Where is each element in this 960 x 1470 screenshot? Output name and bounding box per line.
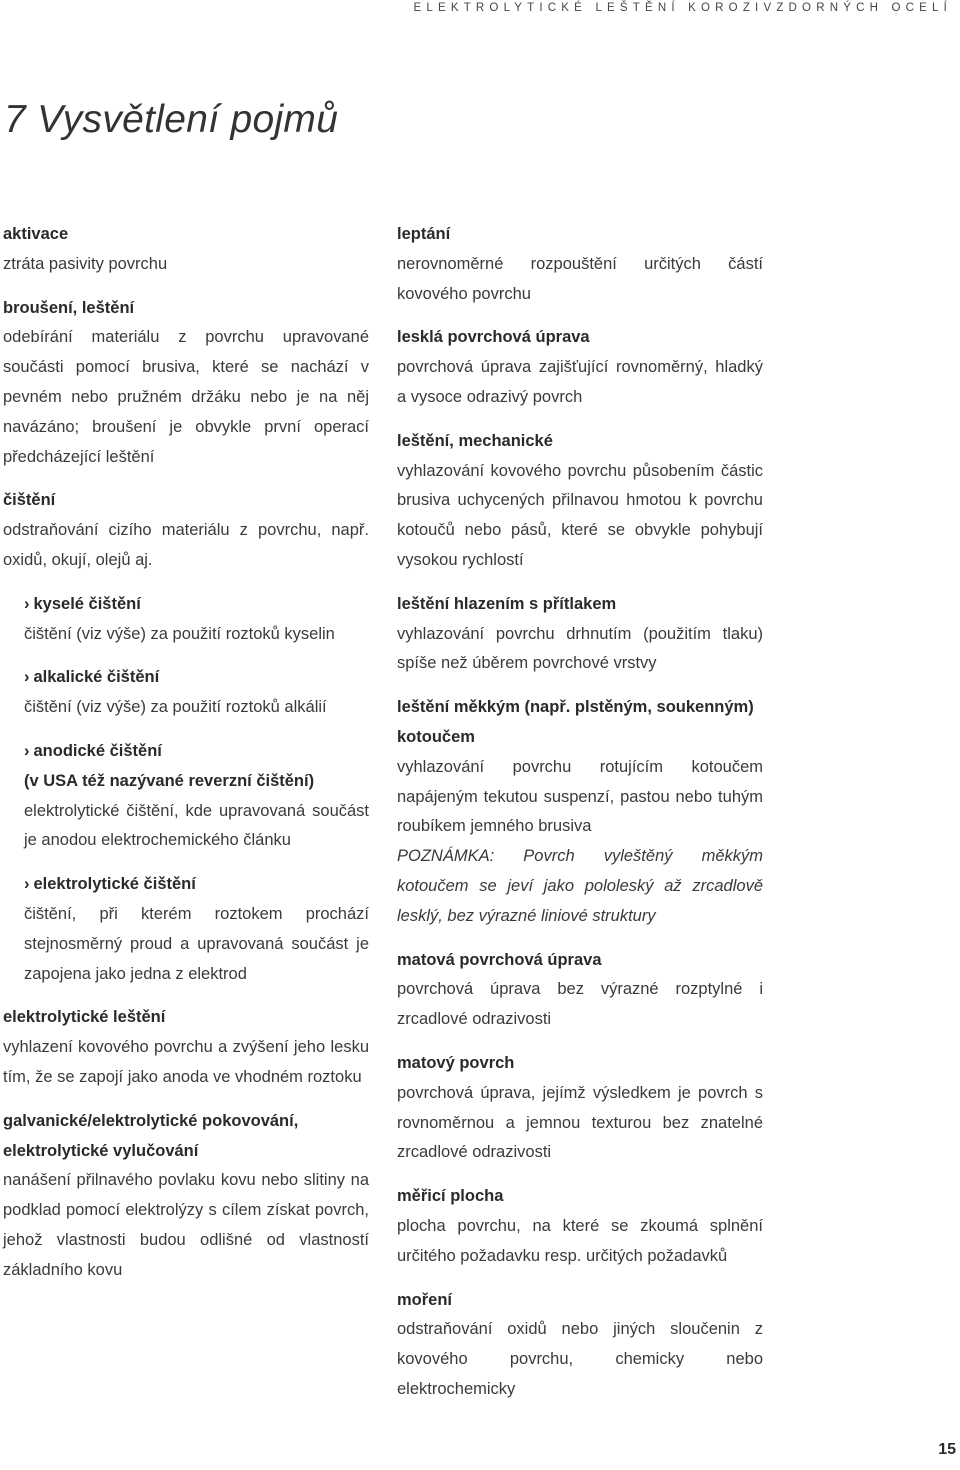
term-text: kyselé čištění (33, 594, 141, 613)
term: čištění (3, 491, 56, 510)
chevron-right-icon: › (24, 875, 30, 894)
glossary-entry (3, 486, 369, 575)
glossary-subentry (24, 737, 369, 856)
definition-note: POZNÁMKA: Povrch vyleštěný měkkým kotoučem se jeví jako pololeský až zrcadlově lesklý, bez výrazné liniové struktury (397, 847, 763, 925)
definition: nerovnoměrné rozpouštění určitých částí kovového povrchu (397, 254, 763, 303)
term: lesklá povrchová úprava (397, 328, 590, 347)
page-title: 7 Vysvětlení pojmů (4, 98, 339, 141)
term: leštění hlazením s přítlakem (397, 594, 617, 613)
glossary-entry (397, 946, 763, 1035)
term: aktivace (3, 225, 69, 243)
term: moření (397, 1290, 453, 1309)
definition: odebírání materiálu z povrchu upravované součásti pomocí brusiva, které se nachází v pevném nebo pružném držáku nebo je na něj navázáno; broušení je obvykle první operací předcházející leštění (3, 328, 369, 466)
term-text: elektrolytické čištění (33, 875, 196, 894)
glossary-entry (3, 1107, 369, 1286)
term (24, 737, 369, 767)
glossary-entry (3, 294, 369, 473)
glossary-entry (397, 693, 763, 931)
definition: povrchová úprava, jejímž výsledkem je povrch s rovnoměrnou a jemnou texturou bez znatelné zrcadlové odrazivosti (397, 1083, 763, 1162)
term-text: anodické čištění (33, 741, 162, 760)
definition: vyhlazování kovového povrchu působením částic brusiva uchycených přilnavou hmotou k povrchu kotoučů nebo pásů, které se obvykle pohybují vysokou rychlostí (397, 461, 763, 569)
glossary-entry (397, 1286, 763, 1405)
glossary-entry (397, 590, 763, 679)
definition: ztráta pasivity povrchu (3, 254, 168, 273)
term (24, 870, 369, 900)
running-header: ELEKTROLYTICKÉ LEŠTĚNÍ KOROZIVZDORNÝCH OCELÍ (413, 2, 952, 14)
definition: čištění (viz výše) za použití roztoků kyselin (24, 624, 335, 643)
definition: vyhlazení kovového povrchu a zvýšení jeho lesku tím, že se zapojí jako anoda ve vhodném roztoku (3, 1038, 369, 1086)
term: matový povrch (397, 1053, 515, 1072)
definition: nanášení přilnavého povlaku kovu nebo slitiny na podklad pomocí elektrolýzy s cílem získat povrch, jehož vlastnosti budou odlišné od vlastností základního kovu (3, 1171, 369, 1279)
glossary-entry (3, 1003, 369, 1092)
term: leštění měkkým (např. plstěným, soukenným) kotoučem (397, 698, 754, 746)
definition: povrchová úprava bez výrazné rozptylné i zrcadlové odrazivosti (397, 980, 763, 1029)
glossary-entry (397, 220, 763, 309)
term: broušení, leštění (3, 298, 135, 317)
term (24, 590, 369, 620)
glossary-entry (397, 323, 763, 412)
term: leptání (397, 225, 451, 243)
definition: odstraňování cizího materiálu z povrchu, např. oxidů, okují, olejů aj. (3, 521, 369, 569)
term: galvanické/elektrolytické pokovování, elektrolytické vylučování (3, 1111, 299, 1160)
term: měřicí plocha (397, 1187, 504, 1206)
glossary-right-column (397, 220, 763, 1419)
glossary-subentry (24, 870, 369, 989)
definition: čištění, při kterém roztokem prochází stejnosměrný proud a upravovaná součást je zapojena jako jedna z elektrod (24, 904, 369, 983)
term: leštění, mechanické (397, 431, 553, 450)
chevron-right-icon: › (24, 668, 30, 687)
term-text: alkalické čištění (33, 668, 160, 687)
definition: plocha povrchu, na které se zkoumá splnění určitého požadavku resp. určitých požadavků (397, 1216, 763, 1265)
definition: čištění (viz výše) za použití roztoků alkálií (24, 698, 327, 717)
definition: vyhlazování povrchu rotujícím kotoučem napájeným tekutou suspenzí, pastou nebo tuhým roubíkem jemného brusiva (397, 757, 763, 836)
definition: povrchová úprava zajišťující rovnoměrný, hladký a vysoce odrazivý povrch (397, 358, 763, 406)
term: matová povrchová úprava (397, 950, 602, 969)
definition: vyhlazování povrchu drhnutím (použitím tlaku) spíše než úběrem povrchové vrstvy (397, 624, 763, 673)
chevron-right-icon: › (24, 741, 30, 760)
term-alias: (v USA též nazývané reverzní čištění) (24, 771, 315, 790)
glossary-entry (3, 220, 369, 280)
glossary-entry (397, 1049, 763, 1168)
definition: elektrolytické čištění, kde upravovaná součást je anodou elektrochemického článku (24, 801, 369, 850)
page-number: 15 (938, 1441, 956, 1458)
glossary-subentry (24, 663, 369, 723)
definition: odstraňování oxidů nebo jiných sloučenin z kovového povrchu, chemicky nebo elektrochemicky (397, 1320, 763, 1398)
term (24, 663, 369, 693)
glossary-entry (397, 1182, 763, 1271)
glossary-left-column (3, 220, 369, 1300)
glossary-entry (397, 427, 763, 576)
chevron-right-icon: › (24, 594, 30, 613)
term: elektrolytické leštění (3, 1008, 166, 1027)
glossary-subentry (24, 590, 369, 650)
